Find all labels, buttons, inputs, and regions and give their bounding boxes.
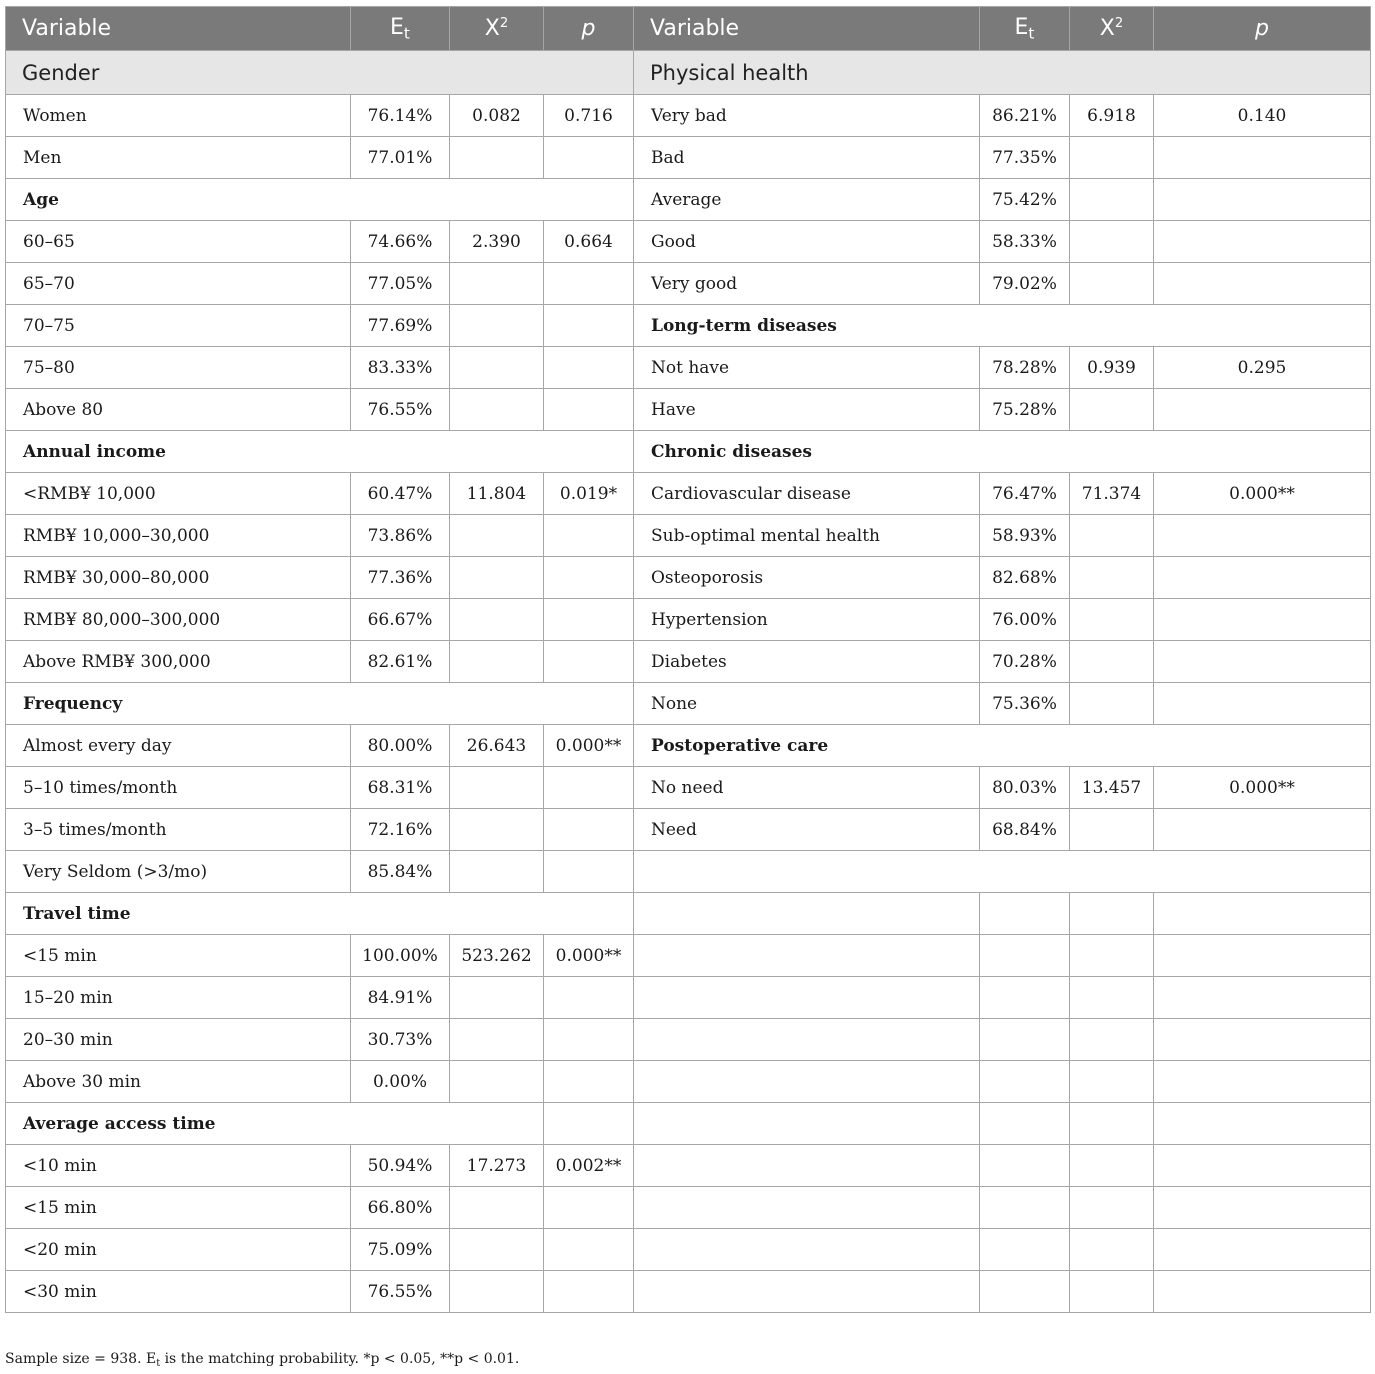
- variable-label: <10 min: [6, 1145, 351, 1187]
- x2-cell: [450, 767, 544, 809]
- p-value-cell: 0.019*: [544, 473, 634, 515]
- p-value-cell: [1154, 515, 1371, 557]
- header-x2-right: $X^2$: [1070, 7, 1154, 51]
- et-cell: 76.55%: [351, 1271, 450, 1313]
- p-value-cell: [544, 767, 634, 809]
- x2-cell: [1070, 809, 1154, 851]
- variable-label: <RMB¥ 10,000: [6, 473, 351, 515]
- group-title-left: Gender: [6, 51, 634, 95]
- p-value-cell: [1154, 599, 1371, 641]
- x2-cell: [450, 809, 544, 851]
- table-row: [6, 473, 1371, 515]
- p-value-cell: [544, 1061, 634, 1103]
- p-value-cell: [1154, 1145, 1371, 1187]
- variable-label: 3–5 times/month: [6, 809, 351, 851]
- header-x2-left: $X^2$: [450, 7, 544, 51]
- x2-cell: [1070, 641, 1154, 683]
- category-label: Postoperative care: [634, 725, 1371, 767]
- variable-label: Very Seldom (>3/mo): [6, 851, 351, 893]
- variable-label: Very bad: [634, 95, 980, 137]
- table-row: [6, 515, 1371, 557]
- p-value-cell: [1154, 809, 1371, 851]
- et-cell: [980, 1145, 1070, 1187]
- x2-cell: [1070, 683, 1154, 725]
- x2-cell: 17.273: [450, 1145, 544, 1187]
- category-label: Annual income: [6, 431, 634, 473]
- p-value-cell: [544, 263, 634, 305]
- et-cell: 73.86%: [351, 515, 450, 557]
- et-cell: 77.01%: [351, 137, 450, 179]
- variable-label: Diabetes: [634, 641, 980, 683]
- x2-cell: [450, 641, 544, 683]
- p-value-cell: [1154, 389, 1371, 431]
- et-cell: 77.69%: [351, 305, 450, 347]
- et-cell: 80.03%: [980, 767, 1070, 809]
- p-value-cell: [544, 1103, 634, 1145]
- group-header-row: [6, 51, 1371, 95]
- x2-cell: [450, 1019, 544, 1061]
- x2-cell: [1070, 1187, 1154, 1229]
- group-title-right: Physical health: [634, 51, 1371, 95]
- x2-cell: [1070, 137, 1154, 179]
- et-cell: [980, 977, 1070, 1019]
- table-row: [6, 809, 1371, 851]
- p-value-cell: [1154, 557, 1371, 599]
- table-row: [6, 1061, 1371, 1103]
- variable-label: Bad: [634, 137, 980, 179]
- variable-label: [634, 1187, 980, 1229]
- p-value-cell: [1154, 221, 1371, 263]
- table-row: [6, 767, 1371, 809]
- variable-label: Have: [634, 389, 980, 431]
- et-cell: 30.73%: [351, 1019, 450, 1061]
- header-et-right: $E_t$: [980, 7, 1070, 51]
- x2-cell: [1070, 1103, 1154, 1145]
- et-cell: 82.61%: [351, 641, 450, 683]
- x2-cell: [450, 347, 544, 389]
- p-value-cell: [544, 599, 634, 641]
- et-cell: 68.31%: [351, 767, 450, 809]
- variable-label: Not have: [634, 347, 980, 389]
- et-cell: 58.33%: [980, 221, 1070, 263]
- x2-cell: [1070, 515, 1154, 557]
- x2-cell: [450, 389, 544, 431]
- variable-label: [634, 977, 980, 1019]
- variable-label: 15–20 min: [6, 977, 351, 1019]
- et-cell: 76.14%: [351, 95, 450, 137]
- p-value-cell: 0.000**: [544, 725, 634, 767]
- et-cell: 74.66%: [351, 221, 450, 263]
- category-label: Chronic diseases: [634, 431, 1371, 473]
- variable-label: Osteoporosis: [634, 557, 980, 599]
- x2-cell: [450, 1187, 544, 1229]
- p-value-cell: 0.000**: [544, 935, 634, 977]
- category-label: Travel time: [6, 893, 634, 935]
- p-value-cell: [544, 515, 634, 557]
- variable-label: Almost every day: [6, 725, 351, 767]
- x2-cell: 26.643: [450, 725, 544, 767]
- header-variable-left: Variable: [6, 7, 351, 51]
- x2-cell: 11.804: [450, 473, 544, 515]
- variable-label: RMB¥ 30,000–80,000: [6, 557, 351, 599]
- x2-cell: [450, 557, 544, 599]
- p-value-cell: [544, 809, 634, 851]
- x2-cell: [450, 977, 544, 1019]
- p-value-cell: [1154, 893, 1371, 935]
- x2-cell: 71.374: [1070, 473, 1154, 515]
- p-value-cell: [1154, 1019, 1371, 1061]
- x2-cell: [1070, 1271, 1154, 1313]
- p-value-cell: 0.295: [1154, 347, 1371, 389]
- et-cell: 82.68%: [980, 557, 1070, 599]
- p-value-cell: [544, 389, 634, 431]
- p-value-cell: [1154, 641, 1371, 683]
- table-row: [6, 1229, 1371, 1271]
- x2-cell: [1070, 1019, 1154, 1061]
- x2-cell: 6.918: [1070, 95, 1154, 137]
- x2-cell: [450, 599, 544, 641]
- et-cell: [980, 1103, 1070, 1145]
- et-cell: 76.00%: [980, 599, 1070, 641]
- p-value-cell: [1154, 137, 1371, 179]
- table-row: [6, 641, 1371, 683]
- x2-cell: [1070, 1061, 1154, 1103]
- variable-label: [634, 1061, 980, 1103]
- variable-label: Above 80: [6, 389, 351, 431]
- p-value-cell: [544, 305, 634, 347]
- variable-label: [634, 1019, 980, 1061]
- variable-label: Sub-optimal mental health: [634, 515, 980, 557]
- et-cell: 78.28%: [980, 347, 1070, 389]
- et-cell: 80.00%: [351, 725, 450, 767]
- table-row: [6, 1019, 1371, 1061]
- et-cell: 77.36%: [351, 557, 450, 599]
- p-value-cell: [1154, 935, 1371, 977]
- et-cell: 72.16%: [351, 809, 450, 851]
- variable-label: Cardiovascular disease: [634, 473, 980, 515]
- category-label: Age: [6, 179, 634, 221]
- variable-label: No need: [634, 767, 980, 809]
- table-row: [6, 431, 1371, 473]
- et-cell: 75.28%: [980, 389, 1070, 431]
- header-et-left: $E_t$: [351, 7, 450, 51]
- variable-label: 70–75: [6, 305, 351, 347]
- p-value-cell: [1154, 1061, 1371, 1103]
- p-value-cell: [544, 1187, 634, 1229]
- x2-cell: [1070, 557, 1154, 599]
- et-cell: 83.33%: [351, 347, 450, 389]
- et-cell: [980, 1061, 1070, 1103]
- x2-cell: [450, 1229, 544, 1271]
- variable-label: <15 min: [6, 935, 351, 977]
- p-value-cell: 0.716: [544, 95, 634, 137]
- header-p-left: p: [544, 7, 634, 51]
- header-variable-right: Variable: [634, 7, 980, 51]
- variable-label: Average: [634, 179, 980, 221]
- p-value-cell: [1154, 1187, 1371, 1229]
- p-value-cell: 0.000**: [1154, 767, 1371, 809]
- table-row: [6, 221, 1371, 263]
- variable-label: RMB¥ 80,000–300,000: [6, 599, 351, 641]
- et-cell: 76.55%: [351, 389, 450, 431]
- p-value-cell: [544, 137, 634, 179]
- et-cell: 68.84%: [980, 809, 1070, 851]
- category-label: Average access time: [6, 1103, 544, 1145]
- x2-cell: [1070, 221, 1154, 263]
- variable-label: 60–65: [6, 221, 351, 263]
- x2-cell: [1070, 389, 1154, 431]
- variable-label: <20 min: [6, 1229, 351, 1271]
- category-label: Frequency: [6, 683, 634, 725]
- et-cell: [980, 1229, 1070, 1271]
- variable-label: Hypertension: [634, 599, 980, 641]
- x2-cell: 523.262: [450, 935, 544, 977]
- et-cell: 84.91%: [351, 977, 450, 1019]
- table-row: [6, 1271, 1371, 1313]
- x2-cell: [1070, 893, 1154, 935]
- x2-cell: [1070, 935, 1154, 977]
- results-table: [5, 6, 1371, 1313]
- p-value-cell: 0.664: [544, 221, 634, 263]
- table-row: [6, 263, 1371, 305]
- p-value-cell: [544, 851, 634, 893]
- variable-label: Good: [634, 221, 980, 263]
- p-value-cell: 0.000**: [1154, 473, 1371, 515]
- variable-label: 65–70: [6, 263, 351, 305]
- p-value-cell: [544, 557, 634, 599]
- table-row: [6, 851, 1371, 893]
- variable-label: 20–30 min: [6, 1019, 351, 1061]
- table-row: [6, 305, 1371, 347]
- table-row: [6, 725, 1371, 767]
- p-value-cell: [1154, 179, 1371, 221]
- et-cell: 0.00%: [351, 1061, 450, 1103]
- x2-cell: [1070, 977, 1154, 1019]
- table-row: [6, 935, 1371, 977]
- variable-label: Above RMB¥ 300,000: [6, 641, 351, 683]
- x2-cell: [450, 851, 544, 893]
- x2-cell: 0.939: [1070, 347, 1154, 389]
- x2-cell: [1070, 599, 1154, 641]
- et-cell: [980, 893, 1070, 935]
- et-cell: 75.09%: [351, 1229, 450, 1271]
- et-cell: 79.02%: [980, 263, 1070, 305]
- table-row: [6, 389, 1371, 431]
- variable-label: Women: [6, 95, 351, 137]
- et-cell: 77.05%: [351, 263, 450, 305]
- x2-cell: 13.457: [1070, 767, 1154, 809]
- table-row: [6, 557, 1371, 599]
- x2-cell: [1070, 1229, 1154, 1271]
- variable-label: <30 min: [6, 1271, 351, 1313]
- p-value-cell: 0.140: [1154, 95, 1371, 137]
- x2-cell: [450, 1061, 544, 1103]
- p-value-cell: [1154, 263, 1371, 305]
- table-row: [6, 1103, 1371, 1145]
- p-value-cell: [544, 347, 634, 389]
- et-cell: 58.93%: [980, 515, 1070, 557]
- variable-label: RMB¥ 10,000–30,000: [6, 515, 351, 557]
- x2-cell: [450, 1271, 544, 1313]
- variable-label: 5–10 times/month: [6, 767, 351, 809]
- variable-label: Need: [634, 809, 980, 851]
- variable-label: [634, 893, 980, 935]
- table-row: [6, 977, 1371, 1019]
- p-value-cell: [544, 977, 634, 1019]
- category-label: Long-term diseases: [634, 305, 1371, 347]
- et-cell: 75.36%: [980, 683, 1070, 725]
- et-cell: 70.28%: [980, 641, 1070, 683]
- table-row: [6, 1145, 1371, 1187]
- x2-cell: [450, 515, 544, 557]
- table-row: [6, 95, 1371, 137]
- variable-label: [634, 1103, 980, 1145]
- et-cell: 66.67%: [351, 599, 450, 641]
- variable-label: <15 min: [6, 1187, 351, 1229]
- table-footnote: Sample size = 938. $E_t$ is the matching probability. *p < 0.05, **p < 0.01.: [5, 1351, 520, 1369]
- table-row: [6, 893, 1371, 935]
- x2-cell: [1070, 263, 1154, 305]
- et-cell: 66.80%: [351, 1187, 450, 1229]
- p-value-cell: [544, 641, 634, 683]
- x2-cell: [1070, 1145, 1154, 1187]
- et-cell: [980, 1187, 1070, 1229]
- p-value-cell: 0.002**: [544, 1145, 634, 1187]
- header-p-right: p: [1154, 7, 1371, 51]
- p-value-cell: [1154, 1103, 1371, 1145]
- variable-label: [634, 935, 980, 977]
- table-row: [6, 599, 1371, 641]
- et-cell: 76.47%: [980, 473, 1070, 515]
- table-row: [6, 683, 1371, 725]
- p-value-cell: [1154, 683, 1371, 725]
- header-row: [6, 7, 1371, 51]
- variable-label: Men: [6, 137, 351, 179]
- x2-cell: [450, 305, 544, 347]
- et-cell: [980, 935, 1070, 977]
- et-cell: 100.00%: [351, 935, 450, 977]
- variable-label: None: [634, 683, 980, 725]
- p-value-cell: [1154, 1271, 1371, 1313]
- table-row: [6, 137, 1371, 179]
- et-cell: 77.35%: [980, 137, 1070, 179]
- x2-cell: [1070, 179, 1154, 221]
- et-cell: [980, 1019, 1070, 1061]
- table-row: [6, 1187, 1371, 1229]
- table-row: [6, 179, 1371, 221]
- variable-label: Very good: [634, 263, 980, 305]
- p-value-cell: [544, 1019, 634, 1061]
- x2-cell: 2.390: [450, 221, 544, 263]
- x2-cell: [450, 263, 544, 305]
- x2-cell: 0.082: [450, 95, 544, 137]
- x2-cell: [450, 137, 544, 179]
- et-cell: 50.94%: [351, 1145, 450, 1187]
- variable-label: 75–80: [6, 347, 351, 389]
- p-value-cell: [1154, 1229, 1371, 1271]
- et-cell: 75.42%: [980, 179, 1070, 221]
- variable-label: [634, 1229, 980, 1271]
- p-value-cell: [544, 1271, 634, 1313]
- p-value-cell: [544, 1229, 634, 1271]
- variable-label: Above 30 min: [6, 1061, 351, 1103]
- et-cell: [980, 1271, 1070, 1313]
- et-cell: 85.84%: [351, 851, 450, 893]
- et-cell: 86.21%: [980, 95, 1070, 137]
- table-row: [6, 347, 1371, 389]
- et-cell: 60.47%: [351, 473, 450, 515]
- variable-label: [634, 1271, 980, 1313]
- p-value-cell: [1154, 977, 1371, 1019]
- empty-cell: [634, 851, 1371, 893]
- variable-label: [634, 1145, 980, 1187]
